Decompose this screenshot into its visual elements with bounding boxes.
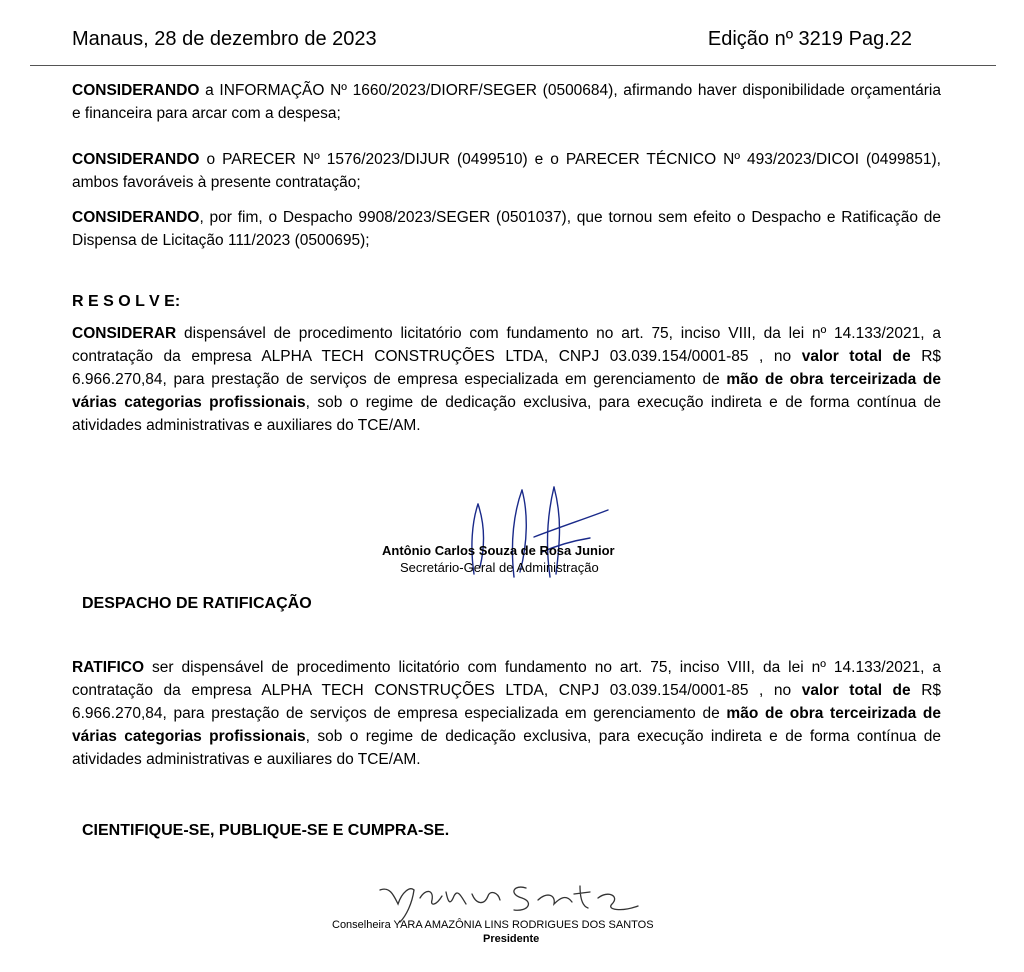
- resolve-heading: R E S O L V E:: [72, 293, 181, 310]
- signature-2-role: Presidente: [483, 933, 540, 945]
- considerando-3-lead: CONSIDERANDO: [72, 209, 200, 226]
- signature-2-handwriting: [376, 876, 646, 924]
- resolve-bold-1: valor total de: [801, 348, 911, 365]
- resolve-bold-2: mão de obra terceirizada de várias categorias profissionais: [72, 371, 941, 411]
- resolve-text-3: , sob o regime de dedicação exclusiva, para execução indireta e de forma contínua de atividades administrativas e auxiliares do TCE/AM.: [72, 394, 941, 434]
- resolve-text-1: dispensável de procedimento licitatório com fundamento no art. 75, inciso VIII, da lei nº 14.133/2021, a contratação da empresa ALPHA TECH CONSTRUÇÕES LTDA, CNPJ 03.039.154/0001-85 , no: [72, 325, 941, 365]
- signature-1-name: Antônio Carlos Souza de Rosa Junior: [382, 543, 615, 558]
- considerando-3: [72, 206, 941, 252]
- resolve-paragraph: [72, 322, 941, 437]
- despacho-text-2: R$ 6.966.270,84, para prestação de serviços de empresa especializada em gerenciamento de: [72, 682, 942, 722]
- resolve-text-2: R$ 6.966.270,84, para prestação de serviços de empresa especializada em gerenciamento de: [72, 348, 942, 388]
- considerando-1-lead: CONSIDERANDO: [72, 82, 200, 99]
- despacho-heading: DESPACHO DE RATIFICAÇÃO: [82, 595, 312, 612]
- resolve-lead: CONSIDERAR: [72, 325, 177, 342]
- despacho-lead: RATIFICO: [72, 659, 145, 676]
- despacho-paragraph: [72, 656, 941, 771]
- despacho-text-1: ser dispensável de procedimento licitatório com fundamento no art. 75, inciso VIII, da lei nº 14.133/2021, a contratação da empresa ALPHA TECH CONSTRUÇÕES LTDA, CNPJ 03.039.154/0001-85 , no: [72, 659, 941, 699]
- despacho-bold-1: valor total de: [801, 682, 911, 699]
- signature-2-name: Conselheira YARA AMAZÔNIA LINS RODRIGUES DOS SANTOS: [332, 919, 654, 931]
- page-header: [72, 26, 912, 52]
- considerando-1: [72, 79, 941, 125]
- considerando-2: [72, 148, 941, 194]
- header-place-date: Manaus, 28 de dezembro de 2023: [72, 28, 377, 50]
- despacho-text-3: , sob o regime de dedicação exclusiva, para execução indireta e de forma contínua de atividades administrativas e auxiliares do TCE/AM.: [72, 728, 941, 768]
- header-edition: Edição nº 3219 Pag.22: [707, 28, 912, 50]
- considerando-3-text: , por fim, o Despacho 9908/2023/SEGER (0501037), que tornou sem efeito o Despacho e Ratificação de Dispensa de Licitação 111/2023 (0500695);: [72, 209, 941, 249]
- signature-1-role: Secretário-Geral de Administração: [400, 560, 599, 575]
- despacho-bold-2: mão de obra terceirizada de várias categorias profissionais: [72, 705, 941, 745]
- considerando-2-lead: CONSIDERANDO: [72, 151, 200, 168]
- header-divider: [30, 65, 996, 66]
- considerando-2-text: o PARECER Nº 1576/2023/DIJUR (0499510) e o PARECER TÉCNICO Nº 493/2023/DICOI (0499851), ambos favoráveis à presente contratação;: [72, 151, 941, 191]
- closing-statement: CIENTIFIQUE-SE, PUBLIQUE-SE E CUMPRA-SE.: [82, 822, 450, 839]
- considerando-1-text: a INFORMAÇÃO Nº 1660/2023/DIORF/SEGER (0500684), afirmando haver disponibilidade orçamentária e financeira para arcar com a despesa;: [72, 82, 941, 122]
